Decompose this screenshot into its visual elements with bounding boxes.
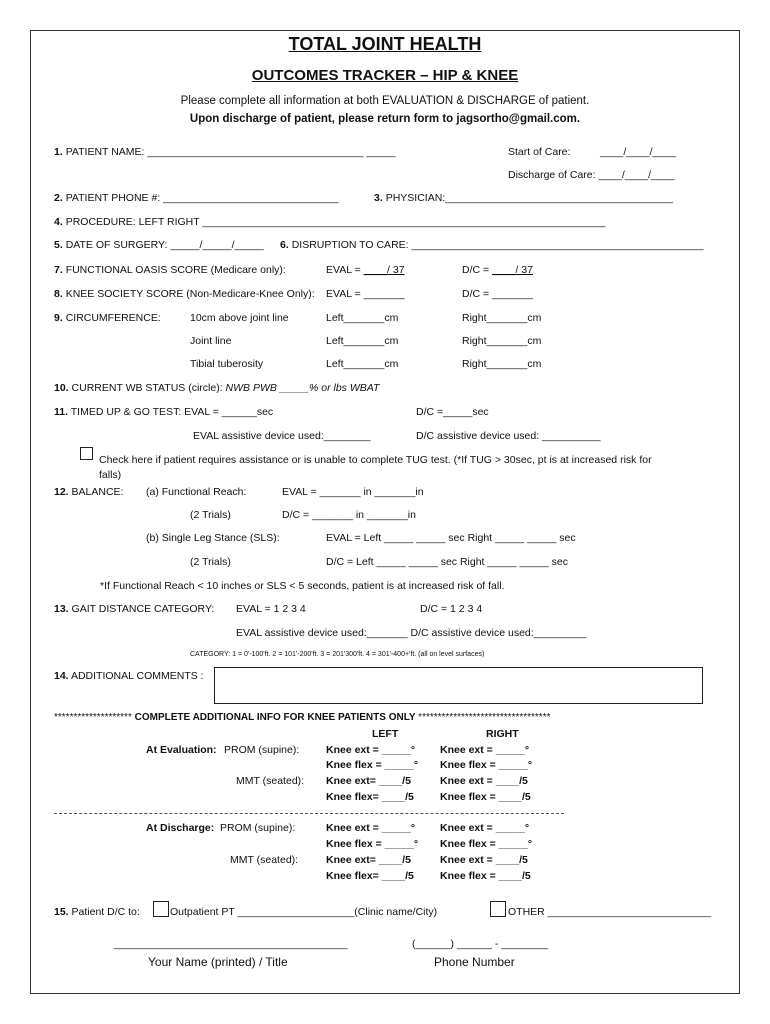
eval-prom-flex-left[interactable]: Knee flex = _____° xyxy=(326,759,419,771)
dc-mmt-label: MMT (seated): xyxy=(230,854,299,866)
comments-label xyxy=(54,670,204,682)
knee-society-dc-field[interactable]: D/C = _______ xyxy=(462,288,533,300)
item-number: 13. xyxy=(54,603,69,615)
eval-prom-ext-right[interactable]: Knee ext = _____° xyxy=(440,744,530,756)
tug-label: TIMED UP & GO TEST: EVAL = ______sec xyxy=(70,406,274,418)
functional-reach-eval-field[interactable]: EVAL = _______ in _______in xyxy=(282,486,424,498)
knee-society-eval-field[interactable]: EVAL = _______ xyxy=(326,288,405,300)
wb-status-field[interactable] xyxy=(54,382,379,394)
dc-prom-flex-right[interactable]: Knee flex = _____° xyxy=(440,838,533,850)
sls-trials: (2 Trials) xyxy=(190,556,231,568)
patient-name-label: PATIENT NAME: _____________________________________ _____ xyxy=(65,146,396,158)
circ-site-1: 10cm above joint line xyxy=(190,312,289,324)
item-number: 6. xyxy=(280,239,289,251)
functional-reach-label: (a) Functional Reach: xyxy=(146,486,247,498)
instruction-text: Please complete all information at both EVALUATION & DISCHARGE of patient. xyxy=(180,95,590,107)
left-column-header: LEFT xyxy=(372,728,399,740)
patient-phone-label: PATIENT PHONE #: ______________________________ xyxy=(65,192,339,204)
signature-line[interactable]: ________________________________________ xyxy=(114,938,348,950)
banner-stars-left: ******************** xyxy=(54,712,132,723)
physician-label: PHYSICIAN:_______________________________________ xyxy=(385,192,673,204)
dc-mmt-flex-right[interactable]: Knee flex = ____/5 xyxy=(440,870,531,882)
phone-line[interactable]: (______) ______ - ________ xyxy=(412,938,549,950)
oasis-eval-field[interactable] xyxy=(326,264,405,276)
dc-mmt-flex-left[interactable]: Knee flex= ____/5 xyxy=(326,870,414,882)
knee-society-text: KNEE SOCIETY SCORE (Non-Medicare-Knee Only): xyxy=(65,288,315,300)
sls-eval-field[interactable]: EVAL = Left _____ _____ sec Right _____ _____ sec xyxy=(326,532,576,544)
procedure-label: PROCEDURE: LEFT RIGHT _____________________________________________________________________ xyxy=(65,216,606,228)
circ-left-1[interactable]: Left_______cm xyxy=(326,312,399,324)
gait-text: GAIT DISTANCE CATEGORY: xyxy=(71,603,215,615)
circ-right-2[interactable]: Right_______cm xyxy=(462,335,542,347)
return-instruction xyxy=(0,113,770,125)
patient-name-field[interactable] xyxy=(54,146,396,158)
gait-dc-options[interactable]: D/C = 1 2 3 4 xyxy=(420,603,483,615)
knee-society-label xyxy=(54,288,315,300)
dc-label: D/C = xyxy=(462,264,493,276)
eval-label: EVAL = xyxy=(326,264,364,276)
oasis-score-label xyxy=(54,264,286,276)
oasis-dc-field[interactable] xyxy=(462,264,533,276)
comments-textbox[interactable] xyxy=(214,667,703,704)
circ-site-2: Joint line xyxy=(190,335,232,347)
return-period: . xyxy=(576,113,581,125)
tug-check-text: Check here if patient requires assistance or is unable to complete TUG test. (*If TUG > 30sec, pt is at increased risk for xyxy=(99,454,652,466)
eval-prom-label: PROM (supine): xyxy=(224,744,300,756)
dc-prom-flex-left[interactable]: Knee flex = _____° xyxy=(326,838,419,850)
dc-prom-label: PROM (supine): xyxy=(220,822,296,834)
eval-mmt-flex-left[interactable]: Knee flex= ____/5 xyxy=(326,791,414,803)
other-field[interactable]: OTHER ____________________________ xyxy=(508,906,712,918)
item-number: 15. xyxy=(54,906,69,918)
right-column-header: RIGHT xyxy=(486,728,519,740)
item-number: 7. xyxy=(54,264,63,276)
balance-label xyxy=(54,486,123,498)
name-title-label: Your Name (printed) / Title xyxy=(148,955,288,969)
dc-prom-ext-right[interactable]: Knee ext = _____° xyxy=(440,822,530,834)
circ-left-2[interactable]: Left_______cm xyxy=(326,335,399,347)
item-number: 2. xyxy=(54,192,63,204)
item-number: 12. xyxy=(54,486,69,498)
item-number: 9. xyxy=(54,312,63,324)
knee-banner xyxy=(54,712,551,723)
wb-status-options: NWB PWB _____% or lbs WBAT xyxy=(225,382,380,394)
circumference-label xyxy=(54,312,161,324)
eval-mmt-flex-right[interactable]: Knee flex = ____/5 xyxy=(440,791,531,803)
dc-value: ____/ 37 xyxy=(492,264,533,276)
item-number: 3. xyxy=(374,192,383,204)
return-text: Upon discharge of patient, please return form to xyxy=(189,113,457,125)
item-number: 8. xyxy=(54,288,63,300)
disruption-label: DISRUPTION TO CARE: __________________________________________________ xyxy=(291,239,704,251)
tug-eval-field[interactable] xyxy=(54,406,273,418)
item-number: 11. xyxy=(54,406,69,418)
tug-eval-device-field[interactable]: EVAL assistive device used:________ xyxy=(193,430,371,442)
outpatient-field[interactable]: Outpatient PT ____________________(Clinic name/City) xyxy=(170,906,438,918)
date-of-surgery-field[interactable] xyxy=(54,239,264,251)
dc-prom-ext-left[interactable]: Knee ext = _____° xyxy=(326,822,416,834)
gait-category-key: CATEGORY: 1 = 0'-100'ft. 2 = 101'-200'ft. 3 = 201'300'ft. 4 = 301'-400+'ft. (all on level surfaces) xyxy=(190,651,485,658)
dc-to-text: Patient D/C to: xyxy=(71,906,140,918)
circ-right-1[interactable]: Right_______cm xyxy=(462,312,542,324)
eval-value: ____/ 37 xyxy=(363,264,405,276)
item-number: 4. xyxy=(54,216,63,228)
item-number: 1. xyxy=(54,146,63,158)
eval-prom-flex-right[interactable]: Knee flex = _____° xyxy=(440,759,533,771)
patient-phone-field[interactable] xyxy=(54,192,338,204)
form-title: TOTAL JOINT HEALTH xyxy=(288,34,482,54)
date-of-surgery-label: DATE OF SURGERY: _____/_____/_____ xyxy=(65,239,264,251)
section-divider xyxy=(54,813,564,814)
eval-mmt-ext-right[interactable]: Knee ext = ____/5 xyxy=(440,775,528,787)
at-evaluation-label: At Evaluation: xyxy=(146,744,217,756)
patient-dc-to-label xyxy=(54,906,140,918)
tug-assist-checkbox[interactable] xyxy=(80,447,93,460)
circ-right-3[interactable]: Right_______cm xyxy=(462,358,542,370)
outpatient-checkbox[interactable] xyxy=(153,901,169,917)
circumference-text: CIRCUMFERENCE: xyxy=(65,312,161,324)
eval-prom-ext-left[interactable]: Knee ext = _____° xyxy=(326,744,416,756)
gait-label xyxy=(54,603,214,615)
return-email: jagsortho@gmail.com xyxy=(456,113,577,125)
tug-dc-field[interactable]: D/C =_____sec xyxy=(416,406,489,418)
gait-device-fields[interactable]: EVAL assistive device used:_______ D/C assistive device used:_________ xyxy=(236,627,587,639)
wb-status-label: CURRENT WB STATUS (circle): xyxy=(71,382,226,394)
item-number: 5. xyxy=(54,239,63,251)
phone-number-label: Phone Number xyxy=(434,955,515,969)
item-number: 14. xyxy=(54,670,69,682)
tug-check-text-2: falls) xyxy=(99,469,122,481)
fall-risk-note: *If Functional Reach < 10 inches or SLS < 5 seconds, patient is at increased risk of fall. xyxy=(100,580,505,592)
discharge-of-care-field[interactable]: Discharge of Care: ____/____/____ xyxy=(508,169,675,181)
dc-mmt-ext-right[interactable]: Knee ext = ____/5 xyxy=(440,854,528,866)
banner-text: COMPLETE ADDITIONAL INFO FOR KNEE PATIENTS ONLY xyxy=(131,712,419,723)
oasis-text: FUNCTIONAL OASIS SCORE (Medicare only): xyxy=(65,264,286,276)
start-of-care-label: Start of Care: xyxy=(508,146,571,158)
circ-left-3[interactable]: Left_______cm xyxy=(326,358,399,370)
balance-text: BALANCE: xyxy=(71,486,124,498)
eval-mmt-label: MMT (seated): xyxy=(236,775,305,787)
item-number: 10. xyxy=(54,382,69,394)
comments-text: ADDITIONAL COMMENTS : xyxy=(70,670,204,682)
form-subtitle: OUTCOMES TRACKER – HIP & KNEE xyxy=(251,67,519,84)
banner-stars-right: ********************************** xyxy=(418,712,551,723)
start-of-care-field[interactable]: ____/____/____ xyxy=(600,146,676,158)
eval-mmt-ext-left[interactable]: Knee ext= ____/5 xyxy=(326,775,411,787)
physician-field[interactable] xyxy=(374,192,673,204)
circ-site-3: Tibial tuberosity xyxy=(190,358,264,370)
sls-label: (b) Single Leg Stance (SLS): xyxy=(146,532,280,544)
sls-dc-field[interactable]: D/C = Left _____ _____ sec Right _____ _____ sec xyxy=(326,556,568,568)
other-checkbox[interactable] xyxy=(490,901,506,917)
dc-mmt-ext-left[interactable]: Knee ext= ____/5 xyxy=(326,854,411,866)
tug-dc-device-field[interactable]: D/C assistive device used: __________ xyxy=(416,430,601,442)
disruption-field[interactable] xyxy=(280,239,703,251)
functional-reach-trials: (2 Trials) xyxy=(190,509,231,521)
procedure-field[interactable] xyxy=(54,216,605,228)
gait-eval-options[interactable]: EVAL = 1 2 3 4 xyxy=(236,603,306,615)
at-discharge-label: At Discharge: xyxy=(146,822,215,834)
functional-reach-dc-field[interactable]: D/C = _______ in _______in xyxy=(282,509,416,521)
